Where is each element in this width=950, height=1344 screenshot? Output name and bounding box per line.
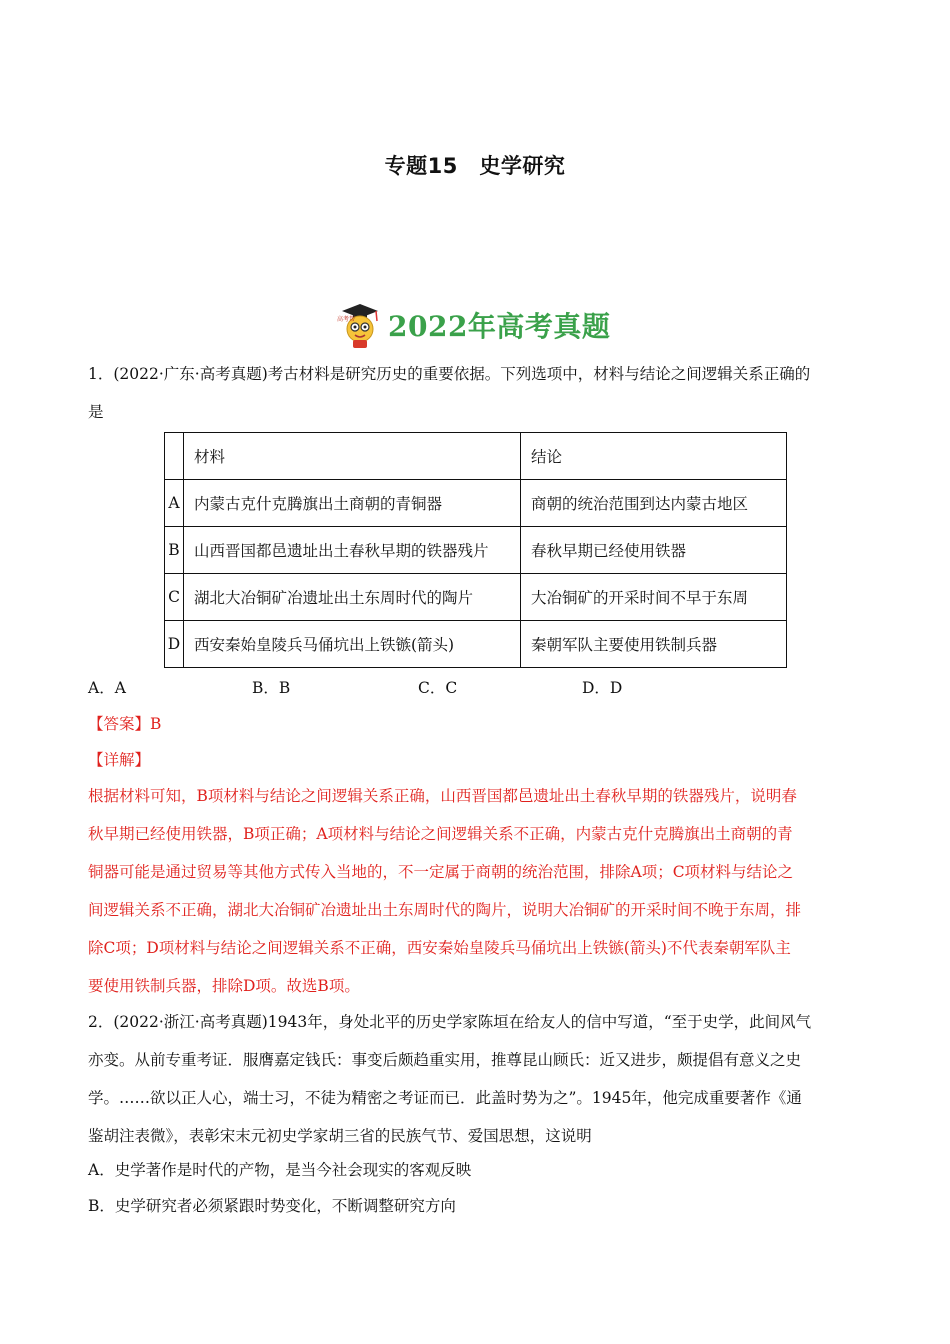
page-title: 专题15 史学研究 <box>384 154 566 178</box>
table-row <box>165 480 787 527</box>
table-cell-key: C <box>165 574 184 621</box>
q2-stem-line: 2．(2022·浙江·高考真题)1943年，身处北平的历史学家陈垣在给友人的信中写道，“至于史学，此间风气 <box>88 1013 812 1031</box>
table-row <box>165 574 787 621</box>
q2-stem-line: 亦变。从前专重考证．服膺嘉定钱氏：事变后颇趋重实用，推尊昆山顾氏：近又进步，颇提倡有意义之史 <box>88 1051 802 1069</box>
table-cell-conclusion: 大冶铜矿的开采时间不早于东周 <box>521 574 787 621</box>
q1-detail-line: 秋早期已经使用铁器，B项正确；A项材料与结论之间逻辑关系不正确，内蒙古克什克腾旗出土商朝的青 <box>88 825 793 843</box>
table-row <box>165 621 787 668</box>
table-cell-conclusion: 商朝的统治范围到达内蒙古地区 <box>521 480 787 527</box>
q1-option-a: A．A <box>88 679 126 697</box>
table-cell-key: A <box>165 480 184 527</box>
table-cell-key: D <box>165 621 184 668</box>
q1-answer: 【答案】B <box>88 715 162 733</box>
table-cell-material: 内蒙古克什克腾旗出土商朝的青铜器 <box>184 480 521 527</box>
table-header-cell: 材料 <box>184 433 521 480</box>
table-cell-conclusion: 春秋早期已经使用铁器 <box>521 527 787 574</box>
table-header-cell <box>165 433 184 480</box>
q1-stem-line1: 1．(2022·广东·高考真题)考古材料是研究历史的重要依据。下列选项中，材料与结论之间逻辑关系正确的 <box>88 365 811 383</box>
q1-stem-line2: 是 <box>88 403 104 421</box>
q1-option-d: D．D <box>582 679 623 697</box>
section-banner <box>336 300 610 350</box>
q2-option-b: B．史学研究者必须紧跟时势变化，不断调整研究方向 <box>88 1197 456 1215</box>
q1-detail-line: 除C项；D项材料与结论之间逻辑关系不正确，西安秦始皇陵兵马俑坑出上铁镞(箭头)不代表秦朝军队主 <box>88 939 791 957</box>
table-header-row <box>165 433 787 480</box>
q1-detail-line: 根据材料可知，B项材料与结论之间逻辑关系正确，山西晋国都邑遗址出土春秋早期的铁器残片，说明春 <box>88 787 797 805</box>
q1-detail-line: 铜器可能是通过贸易等其他方式传入当地的，不一定属于商朝的统治范围，排除A项；C项材料与结论之 <box>88 863 794 881</box>
q1-material-table <box>164 432 787 668</box>
q2-option-a: A．史学著作是时代的产物，是当今社会现实的客观反映 <box>88 1161 472 1179</box>
q1-option-c: C．C <box>418 679 458 697</box>
q2-stem-line: 学。……欲以正人心，端士习，不徒为精密之考证而已．此盖时势为之”。1945年，他完成重要著作《通 <box>88 1089 802 1107</box>
table-cell-material: 山西晋国都邑遗址出土春秋早期的铁器残片 <box>184 527 521 574</box>
table-cell-material: 湖北大冶铜矿冶遗址出土东周时代的陶片 <box>184 574 521 621</box>
table-cell-conclusion: 秦朝军队主要使用铁制兵器 <box>521 621 787 668</box>
q1-detail-label: 【详解】 <box>88 751 151 769</box>
banner-title: 2022年高考真题 <box>388 310 611 343</box>
q1-option-b: B．B <box>252 679 291 697</box>
q1-detail-line: 要使用铁制兵器，排除D项。故选B项。 <box>88 977 360 995</box>
table-cell-key: B <box>165 527 184 574</box>
table-header-cell: 结论 <box>521 433 787 480</box>
table-cell-material: 西安秦始皇陵兵马俑坑出上铁镞(箭头) <box>184 621 521 668</box>
q1-detail-line: 间逻辑关系不正确，湖北大冶铜矿冶遗址出土东周时代的陶片，说明大冶铜矿的开采时间不晚于东周，排 <box>88 901 802 919</box>
cartoon-graduate-mascot-icon <box>336 301 384 349</box>
q2-stem-line: 鉴胡注表微》，表彰宋末元初史学家胡三省的民族气节、爱国思想，这说明 <box>88 1127 592 1145</box>
mascot-caption: 高考帮 <box>337 316 356 323</box>
table-row <box>165 527 787 574</box>
